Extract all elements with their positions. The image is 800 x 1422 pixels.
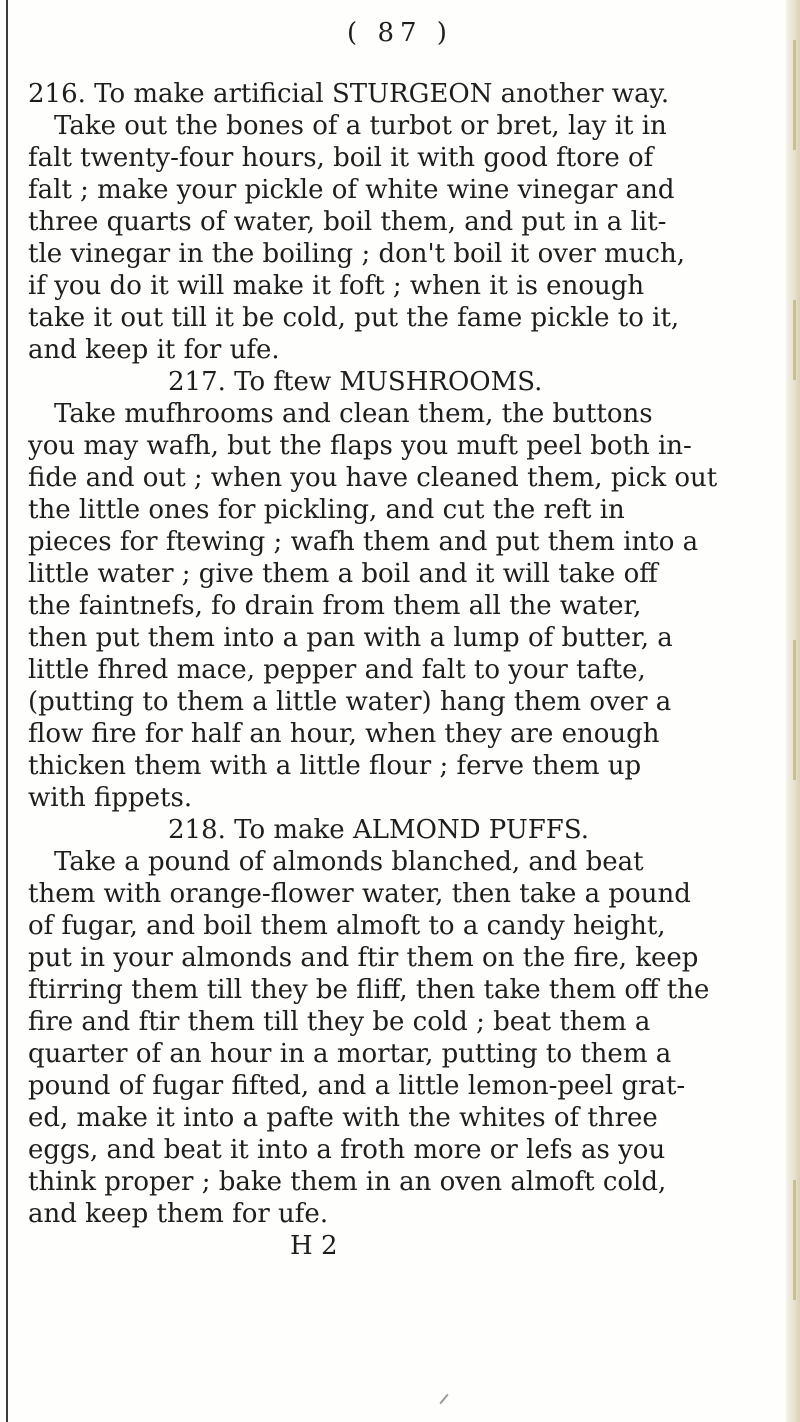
text-line: little water ; give them a boil and it will take off (28, 559, 658, 589)
text-line: three quarts of water, boil them, and put in a lit- (28, 207, 667, 237)
paragraph-first-line: Take a pound of almonds blanched, and beat (54, 847, 644, 877)
edge-stain (793, 300, 796, 380)
recipe-heading: 216. To make artificial STURGEON another way. (28, 79, 670, 109)
recipe-heading: 217. To ftew MUSHROOMS. (168, 367, 543, 397)
text-line: eggs, and beat it into a froth more or lefs as you (28, 1135, 666, 1165)
text-line: them with orange-flower water, then take a pound (28, 879, 691, 909)
text-line: fire and ftir them till they be cold ; beat them a (28, 1007, 651, 1037)
text-line: thicken them with a little flour ; ferve them up (28, 751, 642, 781)
text-line: with fippets. (28, 783, 193, 813)
text-line: quarter of an hour in a mortar, putting to them a (28, 1039, 672, 1069)
text-line: of fugar, and boil them almoft to a candy height, (28, 911, 666, 941)
recipe-text-block (28, 78, 788, 1264)
text-line: put in your almonds and ftir them on the fire, keep (28, 943, 699, 973)
text-line: the faintnefs, fo drain from them all the water, (28, 591, 642, 621)
text-line: (putting to them a little water) hang them over a (28, 687, 672, 717)
text-line: take it out till it be cold, put the fame pickle to it, (28, 303, 680, 333)
stray-mark (439, 1394, 448, 1404)
text-line: think proper ; bake them in an oven almoft cold, (28, 1167, 667, 1197)
text-line: falt ; make your pickle of white wine vinegar and (28, 175, 675, 205)
edge-stain (793, 640, 796, 780)
text-line: then put them into a pan with a lump of butter, a (28, 623, 673, 653)
text-line: ed, make it into a pafte with the whites of three (28, 1103, 658, 1133)
text-line: little fhred mace, pepper and falt to your tafte, (28, 655, 646, 685)
edge-stain (793, 1180, 796, 1300)
text-line: flow fire for half an hour, when they are enough (28, 719, 660, 749)
paragraph-first-line: Take out the bones of a turbot or bret, lay it in (54, 111, 667, 141)
recipe-heading: 218. To make ALMOND PUFFS. (168, 815, 589, 845)
page-gutter-rule (6, 0, 8, 1422)
signature-mark: H 2 (290, 1231, 338, 1261)
text-line: tle vinegar in the boiling ; don't boil it over much, (28, 239, 685, 269)
paragraph-first-line: Take mufhrooms and clean them, the buttons (54, 399, 653, 429)
text-line: falt twenty-four hours, boil it with good ftore of (28, 143, 654, 173)
edge-stain (793, 40, 796, 150)
text-line: and keep them for ufe. (28, 1199, 329, 1229)
page-edge-shadow (786, 0, 800, 1422)
text-line: fide and out ; when you have cleaned them, pick out (28, 463, 718, 493)
text-line: pound of fugar fifted, and a little lemon-peel grat- (28, 1071, 686, 1101)
text-line: you may wafh, but the flaps you muft peel both in- (28, 431, 692, 461)
text-line: ftirring them till they be fliff, then take them off the (28, 975, 710, 1005)
text-line: and keep it for ufe. (28, 335, 280, 365)
text-line: the little ones for pickling, and cut the reft in (28, 495, 625, 525)
text-line: if you do it will make it foft ; when it is enough (28, 271, 645, 301)
text-line: pieces for ftewing ; wafh them and put them into a (28, 527, 699, 557)
page-number: ( 87 ) (347, 18, 453, 48)
